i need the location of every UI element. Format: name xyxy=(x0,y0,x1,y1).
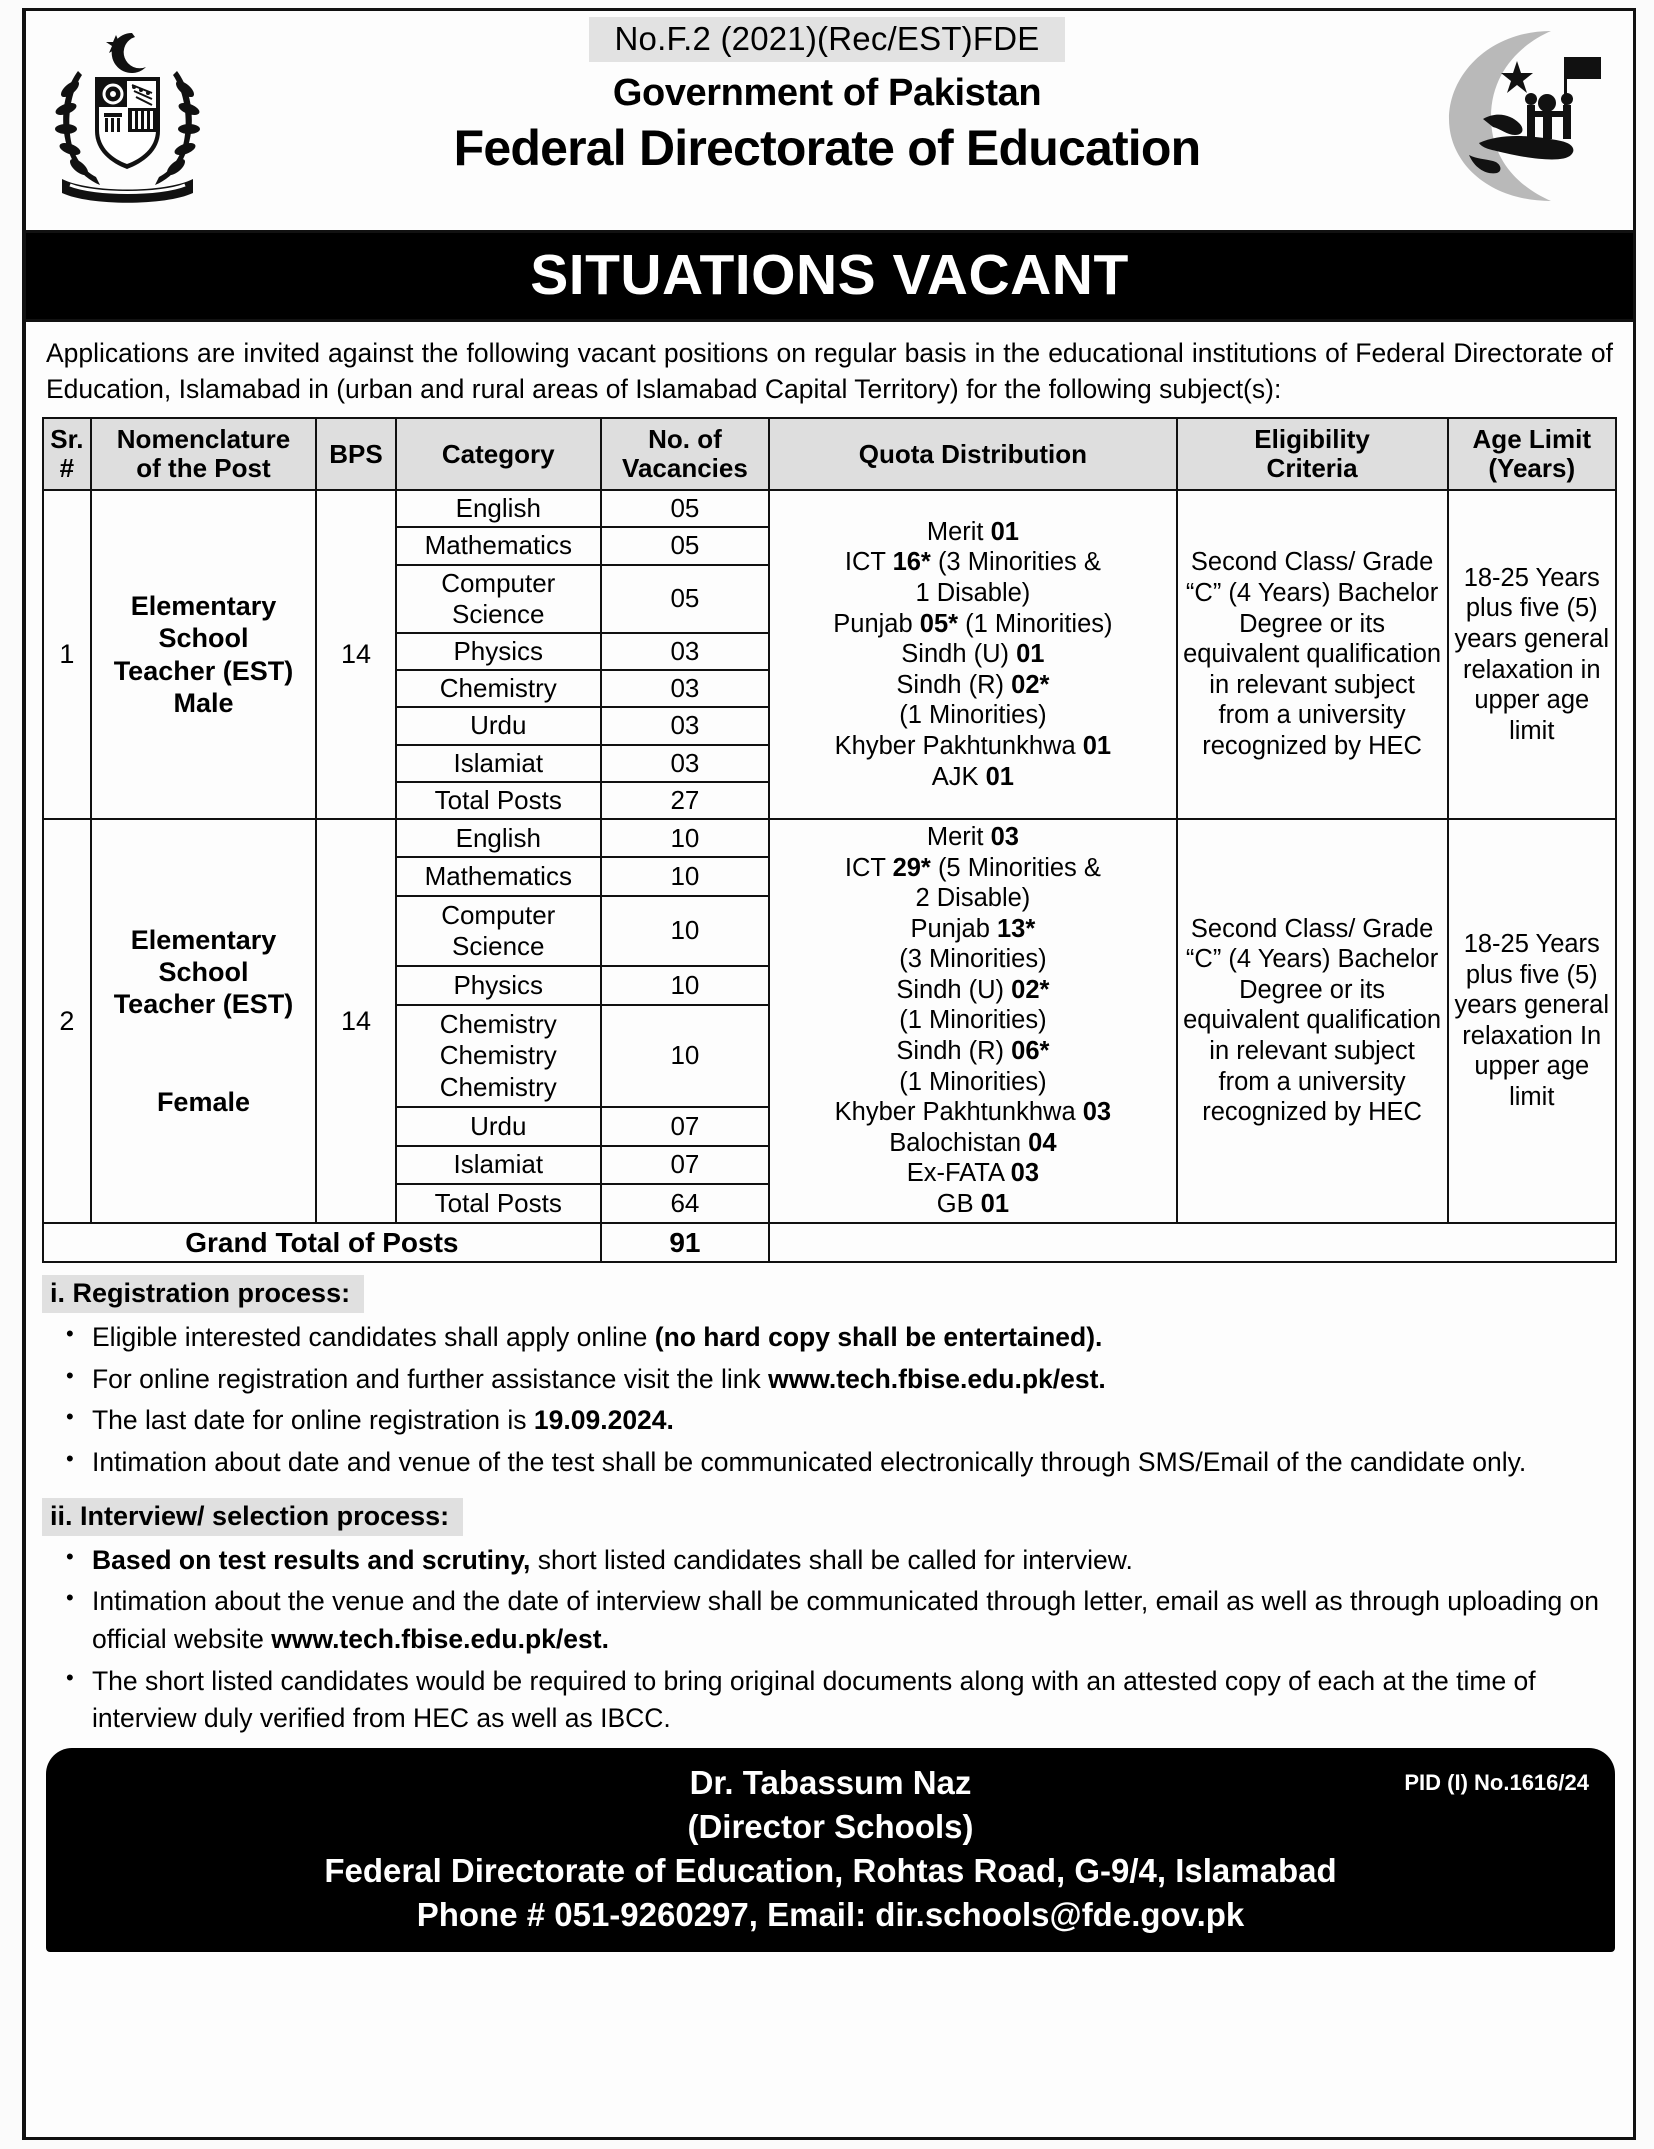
col-header-eligibility-line2: Criteria xyxy=(1266,453,1358,484)
col-header-nomenclature-line1: Nomenclature xyxy=(116,424,291,454)
cell-category: English xyxy=(396,819,601,857)
table-header-row xyxy=(43,418,1616,490)
vacancy-table-wrapper xyxy=(26,417,1633,1263)
cell-vacancies: 03 xyxy=(601,670,769,707)
cell-eligibility-criteria: Second Class/ Grade “C” (4 Years) Bachelor Degree or its equivalent qualification in relevant subject from a university recognized by HEC xyxy=(1177,819,1448,1223)
cell-category: Computer Science xyxy=(396,896,601,967)
col-header-sr-line2: # xyxy=(59,453,75,484)
cell-sr-no: 1 xyxy=(43,490,91,819)
cell-vacancies: 03 xyxy=(601,707,769,744)
cell-category: Urdu xyxy=(396,1107,601,1145)
table-row xyxy=(43,819,1616,857)
section-bullet-list xyxy=(26,1542,1633,1738)
cell-eligibility-criteria: Second Class/ Grade “C” (4 Years) Bachelor Degree or its equivalent qualification in relevant subject from a university recognized by HEC xyxy=(1177,490,1448,819)
vacancy-table xyxy=(42,417,1617,1263)
cell-age-limit: 18-25 Years plus five (5) years general relaxation in upper age limit xyxy=(1448,490,1616,819)
col-header-sr-line1: Sr. xyxy=(50,424,84,454)
grand-total-label: Grand Total of Posts xyxy=(43,1223,601,1263)
cell-category: Total Posts xyxy=(396,1184,601,1222)
list-item: • Intimation about date and venue of the test shall be communicated electronically through SMS/Email of the candidate only. xyxy=(88,1444,1611,1482)
pakistan-state-emblem-icon xyxy=(40,23,215,213)
cell-category: English xyxy=(396,490,601,527)
col-header-age-line2: (Years) xyxy=(1488,453,1576,484)
advertisement-sheet xyxy=(22,8,1636,2140)
cell-category: Islamiat xyxy=(396,745,601,782)
col-header-eligibility-line1: Eligibility xyxy=(1254,424,1370,454)
col-header-nomenclature xyxy=(91,418,316,490)
cell-vacancies: 10 xyxy=(601,857,769,895)
cell-sr-no: 2 xyxy=(43,819,91,1223)
table-row xyxy=(43,490,1616,527)
col-header-age-line1: Age Limit xyxy=(1472,424,1591,454)
list-item: • The last date for online registration is 19.09.2024. xyxy=(88,1402,1611,1440)
col-header-vacancies-line2: Vacancies xyxy=(622,453,748,484)
list-item: • For online registration and further assistance visit the link www.tech.fbise.edu.pk/est. xyxy=(88,1361,1611,1399)
cell-category: Total Posts xyxy=(396,782,601,819)
cell-category: Chemistry xyxy=(396,670,601,707)
cell-vacancies: 10 xyxy=(601,1005,769,1108)
col-header-nomenclature-line2: of the Post xyxy=(136,453,271,484)
azm-e-istehkam-logo-icon xyxy=(1431,23,1621,208)
contact-footer xyxy=(46,1748,1615,1952)
cell-vacancies: 10 xyxy=(601,819,769,857)
cell-category: Islamiat xyxy=(396,1146,601,1184)
cell-vacancies: 05 xyxy=(601,565,769,633)
cell-category: Physics xyxy=(396,966,601,1004)
intro-paragraph: Applications are invited against the following vacant positions on regular basis in the educational institutions of Federal Directorate of Education, Islamabad in (urban and rural areas of Islamabad Capital Territory) for the following subject(s): xyxy=(46,338,1613,404)
pid-number: PID (I) No.1616/24 xyxy=(1404,1769,1589,1795)
office-address: Federal Directorate of Education, Rohtas Road, G-9/4, Islamabad xyxy=(324,1851,1337,1889)
office-contact: Phone # 051-9260297, Email: dir.schools@fde.gov.pk xyxy=(416,1895,1245,1933)
list-item: • Based on test results and scrutiny, short listed candidates shall be called for interview. xyxy=(88,1542,1611,1580)
header-title-block xyxy=(226,17,1428,177)
col-header-bps: BPS xyxy=(316,418,396,490)
cell-vacancies: 10 xyxy=(601,896,769,967)
cell-category: Urdu xyxy=(396,707,601,744)
col-header-vacancies xyxy=(601,418,769,490)
cell-age-limit: 18-25 Years plus five (5) years general relaxation In upper age limit xyxy=(1448,819,1616,1223)
cell-quota-distribution: Merit 03 ICT 29* (5 Minorities & 2 Disable) Punjab 13* (3 Minorities) Sindh (U) 02* (1 Minorities) Sindh (R) 06* (1 Minorities) Khyber Pakhtunkhwa 03 Balochistan 04 Ex-FATA 03 GB 01 xyxy=(769,819,1176,1223)
cell-vacancies: 05 xyxy=(601,527,769,564)
cell-post-name: Elementary School Teacher (EST) Female xyxy=(91,819,316,1223)
government-line: Government of Pakistan xyxy=(612,72,1042,114)
section-heading: i. Registration process: xyxy=(42,1275,364,1313)
cell-vacancies: 07 xyxy=(601,1107,769,1145)
cell-category: Physics xyxy=(396,633,601,670)
cell-category: Chemistry Chemistry Chemistry xyxy=(396,1005,601,1108)
cell-post-name: Elementary School Teacher (EST) Male xyxy=(91,490,316,819)
section-bullet-list xyxy=(26,1319,1633,1482)
directorate-line: Federal Directorate of Education xyxy=(453,120,1201,176)
cell-quota-distribution: Merit 01 ICT 16* (3 Minorities & 1 Disable) Punjab 05* (1 Minorities) Sindh (U) 01 Sindh (R) 02* (1 Minorities) Khyber Pakhtunkhwa 01 AJK 01 xyxy=(769,490,1176,819)
cell-category: Mathematics xyxy=(396,527,601,564)
col-header-vacancies-line1: No. of xyxy=(648,424,722,454)
grand-total-blank xyxy=(769,1223,1616,1263)
cell-vacancies: 03 xyxy=(601,745,769,782)
cell-vacancies: 03 xyxy=(601,633,769,670)
file-number: No.F.2 (2021)(Rec/EST)FDE xyxy=(589,17,1066,62)
list-item: • Intimation about the venue and the date of interview shall be communicated through letter, email as well as through uploading on official website www.tech.fbise.edu.pk/est. xyxy=(88,1583,1611,1658)
cell-bps: 14 xyxy=(316,490,396,819)
col-header-eligibility xyxy=(1177,418,1448,490)
cell-vacancies: 05 xyxy=(601,490,769,527)
col-header-sr xyxy=(43,418,91,490)
situations-vacant-banner: SITUATIONS VACANT xyxy=(26,233,1633,322)
cell-vacancies: 27 xyxy=(601,782,769,819)
col-header-quota: Quota Distribution xyxy=(769,418,1176,490)
grand-total-value: 91 xyxy=(601,1223,769,1263)
vacancy-table-body xyxy=(43,490,1616,1262)
director-designation: (Director Schools) xyxy=(687,1807,974,1845)
cell-category: Mathematics xyxy=(396,857,601,895)
grand-total-row xyxy=(43,1223,1616,1263)
cell-vacancies: 07 xyxy=(601,1146,769,1184)
cell-vacancies: 10 xyxy=(601,966,769,1004)
col-header-category: Category xyxy=(396,418,601,490)
process-sections xyxy=(26,1263,1633,1738)
cell-category: Computer Science xyxy=(396,565,601,633)
list-item: • Eligible interested candidates shall apply online (no hard copy shall be entertained). xyxy=(88,1319,1611,1357)
document-header xyxy=(26,11,1633,233)
section-heading: ii. Interview/ selection process: xyxy=(42,1498,463,1536)
col-header-age xyxy=(1448,418,1616,490)
list-item: • The short listed candidates would be required to bring original documents along with an attested copy of each at the time of interview duly verified from HEC as well as IBCC. xyxy=(88,1663,1611,1738)
cell-bps: 14 xyxy=(316,819,396,1223)
director-name: Dr. Tabassum Naz xyxy=(689,1763,972,1801)
cell-vacancies: 64 xyxy=(601,1184,769,1222)
